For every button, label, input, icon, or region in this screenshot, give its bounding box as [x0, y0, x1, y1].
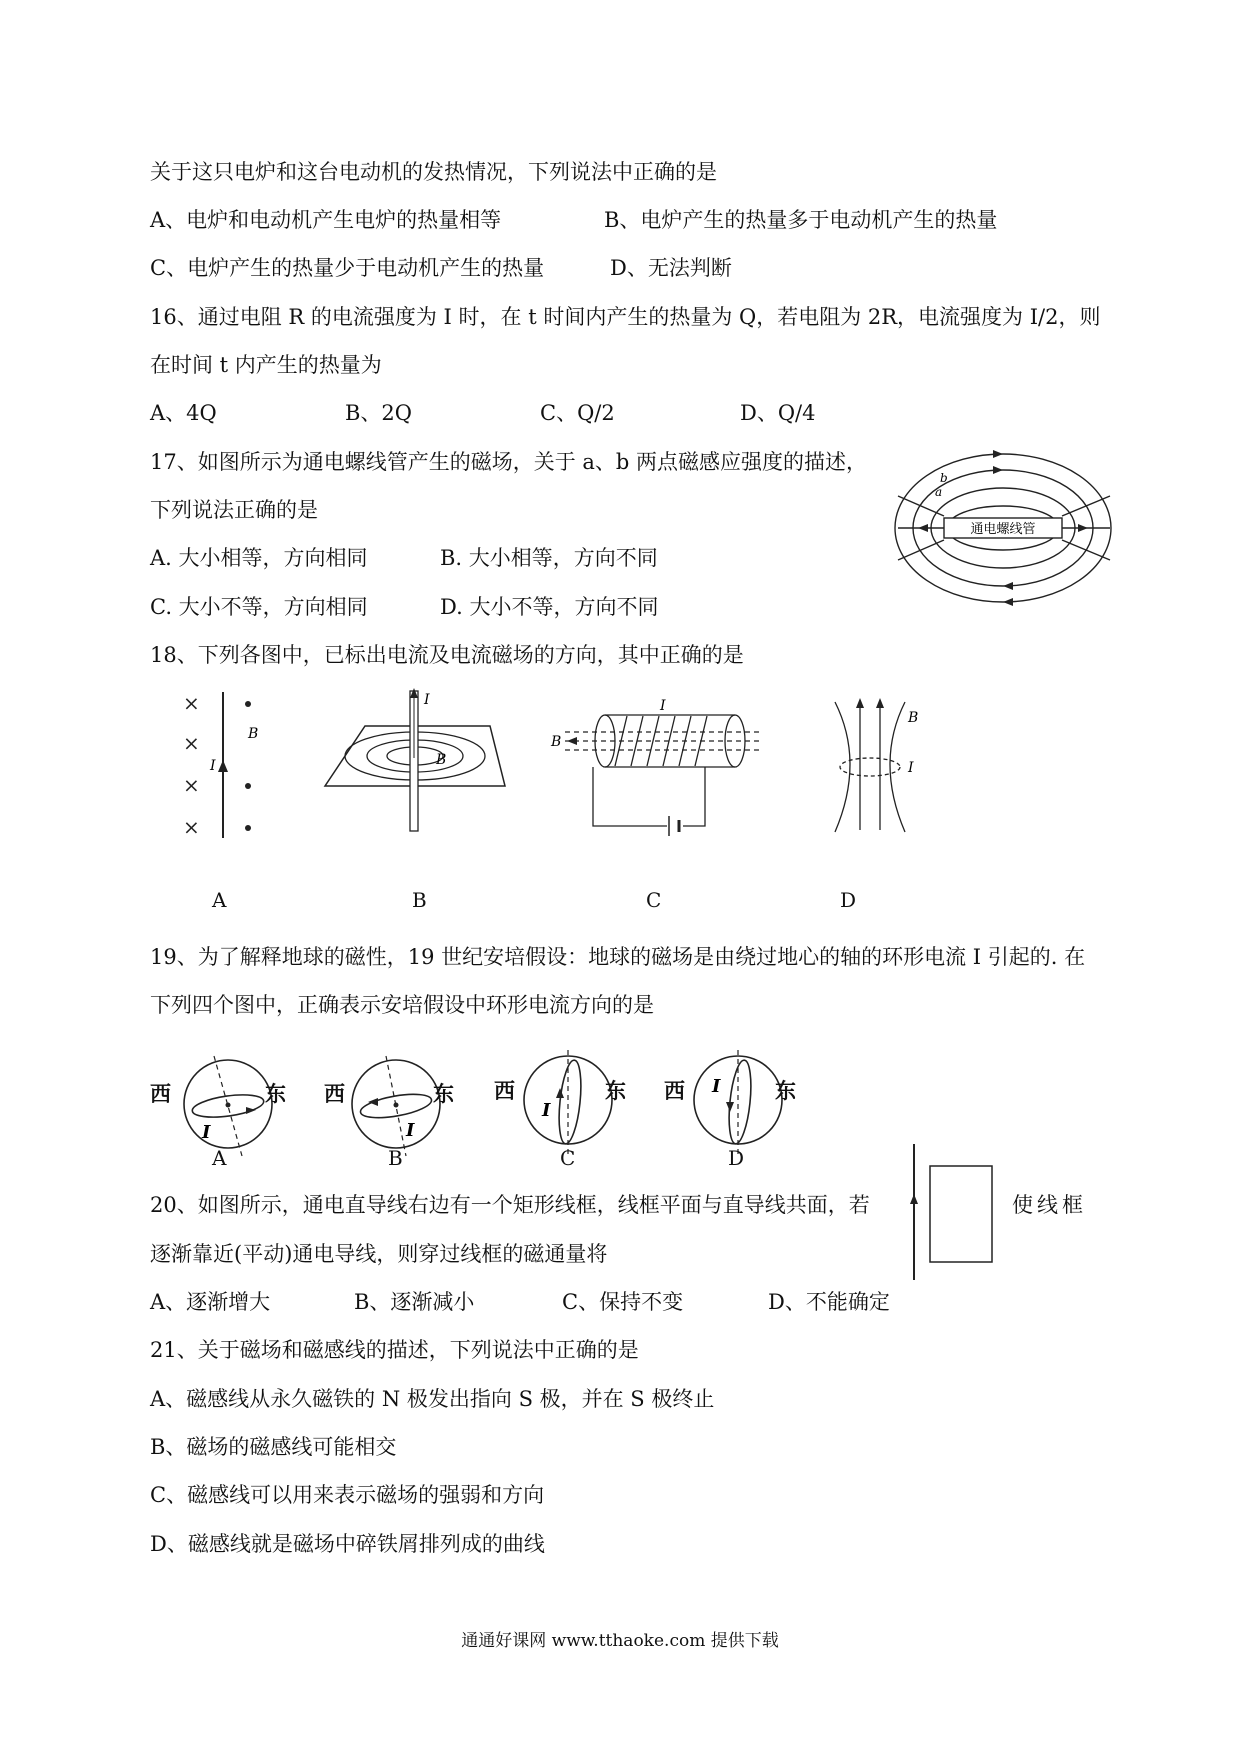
q16-stem-line2: 在时间 t 内产生的热量为	[150, 353, 382, 377]
q19-label-a: A	[212, 1146, 227, 1170]
q19-d-west: 西	[664, 1078, 685, 1103]
q19-label-d: D	[728, 1146, 745, 1170]
q18-d-current: I	[908, 760, 914, 776]
q17-option-c: C. 大小不等，方向相同	[150, 595, 368, 619]
q17-option-a: A. 大小相等，方向相同	[150, 546, 368, 570]
q19-stem-line2: 下列四个图中，正确表示安培假设中环形电流方向的是	[150, 993, 654, 1017]
q21-option-c: C、磁感线可以用来表示磁场的强弱和方向	[150, 1483, 545, 1507]
q19-a-current: I	[202, 1122, 211, 1143]
q18-a-current: I	[210, 758, 216, 774]
q15-option-b: B、电炉产生的热量多于电动机产生的热量	[604, 208, 998, 232]
q18-stem: 18、下列各图中，已标出电流及电流磁场的方向，其中正确的是	[150, 643, 744, 667]
q18-a-field: B	[248, 726, 259, 742]
q15-option-c: C、电炉产生的热量少于电动机产生的热量	[150, 256, 545, 280]
svg-text:×: ×	[183, 815, 200, 839]
point-a-label: a	[935, 485, 943, 499]
page-footer: 通通好课网 www.tthaoke.com 提供下载	[461, 1631, 779, 1651]
q19-globe-a	[178, 1052, 278, 1158]
q16-option-b: B、2Q	[345, 401, 413, 425]
q20-option-a: A、逐渐增大	[150, 1290, 271, 1314]
q20-stem-line1-tail: 使线框	[1012, 1193, 1087, 1217]
q21-option-a: A、磁感线从永久磁铁的 N 极发出指向 S 极，并在 S 极终止	[150, 1387, 715, 1411]
q18-label-a: A	[212, 888, 227, 912]
solenoid-label: 通电螺线管	[970, 522, 1036, 537]
q19-b-east: 东	[433, 1081, 454, 1106]
q19-c-current: I	[542, 1100, 551, 1121]
q16-stem-line1: 16、通过电阻 R 的电流强度为 I 时，在 t 时间内产生的热量为 Q，若电阻为 2R，电流强度为 I/2，则	[150, 305, 1101, 329]
q18-b-current: I	[424, 692, 430, 708]
q18-b-field: B	[436, 752, 447, 768]
q18-d-field: B	[908, 710, 919, 726]
q18-c-current: I	[660, 698, 666, 714]
q19-c-west: 西	[494, 1078, 515, 1103]
q18-label-b: B	[412, 888, 427, 912]
q18-figure-a	[178, 690, 268, 840]
q16-option-a: A、4Q	[150, 401, 217, 425]
q18-label-d: D	[840, 888, 857, 912]
q15-stem: 关于这只电炉和这台电动机的发热情况，下列说法中正确的是	[150, 160, 717, 184]
q16-option-c: C、Q/2	[540, 401, 615, 425]
q20-stem-line2: 逐渐靠近(平动)通电导线，则穿过线框的磁通量将	[150, 1242, 608, 1266]
q19-label-c: C	[560, 1146, 576, 1170]
q18-figure-b	[320, 686, 510, 836]
q21-option-d: D、磁感线就是磁场中碎铁屑排列成的曲线	[150, 1532, 545, 1556]
q20-option-d: D、不能确定	[768, 1290, 890, 1314]
q18-c-field: B	[551, 734, 562, 750]
q20-wire-frame-figure	[900, 1142, 1000, 1282]
q19-a-east: 东	[265, 1081, 286, 1106]
q17-stem-line2: 下列说法正确的是	[150, 498, 318, 522]
q18-figure-d	[810, 692, 930, 842]
q19-a-west: 西	[150, 1081, 171, 1106]
q17-option-d: D. 大小不等，方向不同	[440, 595, 659, 619]
q16-option-d: D、Q/4	[740, 401, 816, 425]
q15-option-d: D、无法判断	[610, 256, 732, 280]
q19-globe-b	[346, 1052, 446, 1158]
q19-b-current: I	[406, 1120, 415, 1141]
solenoid-field-figure	[888, 446, 1118, 608]
q17-option-b: B. 大小相等，方向不同	[440, 546, 658, 570]
q19-d-current: I	[712, 1076, 721, 1097]
q19-label-b: B	[388, 1146, 403, 1170]
svg-text:×: ×	[183, 691, 200, 715]
q19-b-west: 西	[324, 1081, 345, 1106]
q17-stem-line1: 17、如图所示为通电螺线管产生的磁场，关于 a、b 两点磁感应强度的描述，	[150, 450, 868, 474]
q21-stem: 21、关于磁场和磁感线的描述，下列说法中正确的是	[150, 1338, 639, 1362]
q19-c-east: 东	[605, 1078, 626, 1103]
q20-option-c: C、保持不变	[562, 1290, 684, 1314]
q19-stem-line1: 19、为了解释地球的磁性，19 世纪安培假设：地球的磁场是由绕过地心的轴的环形电流 I 引起的. 在	[150, 945, 1086, 969]
q15-option-a: A、电炉和电动机产生电炉的热量相等	[150, 208, 502, 232]
q20-stem-line1: 20、如图所示，通电直导线右边有一个矩形线框，线框平面与直导线共面，若	[150, 1193, 870, 1217]
svg-text:×: ×	[183, 773, 200, 797]
q21-option-b: B、磁场的磁感线可能相交	[150, 1435, 397, 1459]
q18-label-c: C	[646, 888, 662, 912]
q19-d-east: 东	[775, 1078, 796, 1103]
point-b-label: b	[940, 471, 948, 485]
q19-globe-c	[518, 1048, 618, 1158]
q19-globe-d	[688, 1048, 788, 1158]
q20-option-b: B、逐渐减小	[354, 1290, 475, 1314]
svg-text:×: ×	[183, 731, 200, 755]
q18-figure-c	[545, 696, 765, 836]
